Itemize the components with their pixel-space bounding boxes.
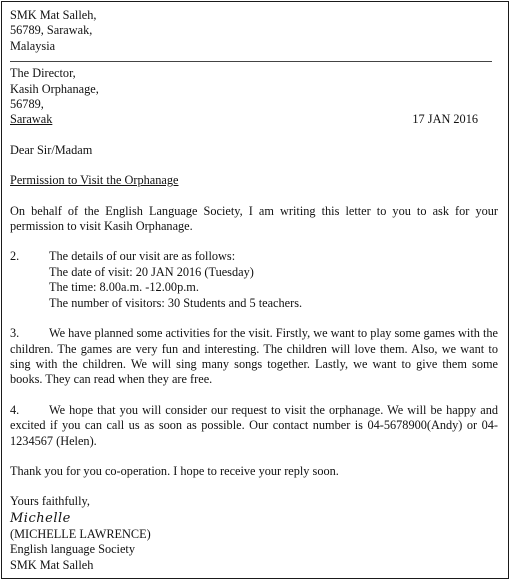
paragraph-number: 2.: [10, 249, 20, 264]
letter-subject: Permission to Visit the Orphanage: [10, 173, 179, 188]
recipient-line: The Director,: [10, 66, 76, 81]
sender-line: SMK Mat Salleh,: [10, 8, 97, 22]
intro-paragraph: On behalf of the English Language Society, I am writing this letter to you to ask for your permission to visit Kasih Orphanage.: [10, 203, 498, 234]
sender-address: [10, 8, 500, 54]
signatory-name: (MICHELLE LAWRENCE): [10, 526, 151, 541]
visit-time-line: The time: 8.00a.m. -12.00p.m.: [49, 280, 199, 295]
sender-line: Malaysia: [10, 38, 56, 53]
recipient-line: 56789,: [10, 97, 44, 112]
recipient-line: Kasih Orphanage,: [10, 81, 99, 96]
activities-paragraph: [10, 326, 500, 388]
address-divider: [10, 61, 492, 62]
paragraph-number: 4.: [10, 402, 20, 417]
signatory-school: SMK Mat Salleh: [10, 557, 94, 572]
visit-details-lead: The details of our visit are as follows:: [49, 249, 236, 264]
visit-details-paragraph: [10, 249, 500, 311]
paragraph-number: 3.: [10, 326, 20, 341]
spacer: [10, 234, 500, 249]
visitors-line: The number of visitors: 30 Students and 5 teachers.: [49, 295, 303, 310]
spacer: [10, 128, 500, 143]
sender-line: 56789, Sarawak,: [10, 23, 93, 38]
recipient-line: Sarawak: [10, 112, 53, 127]
salutation: Dear Sir/Madam: [10, 142, 93, 157]
spacer: [10, 189, 500, 204]
letter-date: 17 JAN 2016: [412, 112, 478, 127]
thanks-line: Thank you for you co-operation. I hope to receive your reply soon.: [10, 463, 339, 478]
signature: Michelle: [10, 510, 71, 526]
closing-block: [10, 494, 500, 573]
letter-page: [1, 1, 509, 579]
visit-date-line: The date of visit: 20 JAN 2016 (Tuesday): [49, 264, 254, 279]
recipient-address: [10, 66, 500, 128]
request-text: We hope that you will consider our request to visit the orphanage. We will be happy and excited if you can call us as soon as possible. Our contact number is 04-5678900(Andy) or 04-1234567 (Helen).: [10, 402, 498, 448]
activities-text: We have planned some activities for the visit. Firstly, we want to play some games with the children. The games are very fun and interesting. The children will love them. Also, we want to sing with the children. We will sing many songs together. Lastly, we want to give them some books. They can read when they are free.: [10, 326, 498, 387]
visit-details-list: [49, 249, 302, 311]
spacer: [10, 311, 500, 326]
recipient-date-row: [10, 112, 500, 127]
valediction: Yours faithfully,: [10, 494, 90, 509]
spacer: [10, 449, 500, 464]
request-paragraph: [10, 403, 500, 449]
spacer: [10, 388, 500, 403]
signatory-organisation: English language Society: [10, 542, 135, 557]
spacer: [10, 479, 500, 494]
spacer: [10, 158, 500, 173]
